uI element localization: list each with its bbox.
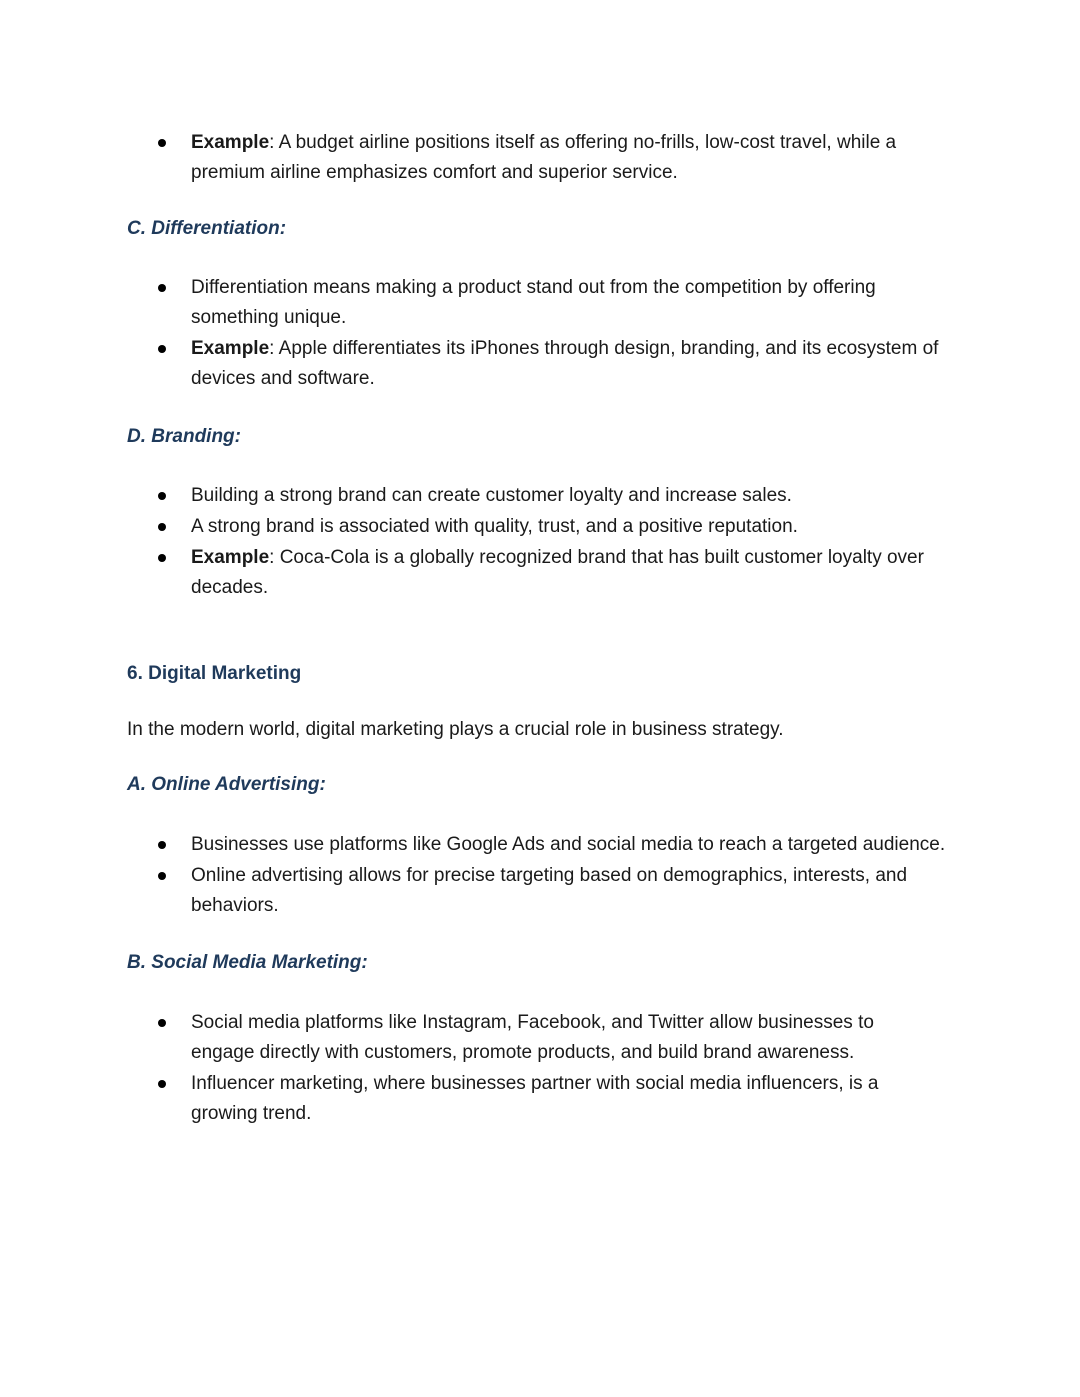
- section-heading-online-advertising: A. Online Advertising:: [127, 774, 326, 795]
- section-intro: In the modern world, digital marketing plays a crucial role in business strategy.: [127, 719, 784, 740]
- list-item: [191, 512, 967, 542]
- example-label: Example: [191, 338, 270, 359]
- example-label: Example: [191, 132, 270, 153]
- social-media-list: [127, 1008, 927, 1129]
- list-item-text: Online advertising allows for precise targeting based on demographics, interests, and behaviors.: [191, 865, 908, 916]
- list-item: [191, 543, 967, 603]
- section-heading-differentiation: C. Differentiation:: [127, 218, 287, 239]
- bullet-icon: [158, 492, 166, 500]
- bullet-icon: [158, 139, 166, 147]
- list-item-text: Social media platforms like Instagram, Facebook, and Twitter allow businesses to engage directly with customers, promote products, and build brand awareness.: [191, 1012, 874, 1063]
- list-item-text: Businesses use platforms like Google Ads and social media to reach a targeted audience.: [191, 834, 946, 855]
- bullet-icon: [158, 872, 166, 880]
- list-item-text: Building a strong brand can create customer loyalty and increase sales.: [191, 485, 792, 506]
- section-heading-social-media: B. Social Media Marketing:: [127, 952, 368, 973]
- list-item-text: Influencer marketing, where businesses partner with social media influencers, is a growing trend.: [191, 1073, 879, 1124]
- list-item-text: : Apple differentiates its iPhones through design, branding, and its ecosystem of devices and software.: [191, 338, 939, 389]
- bullet-icon: [158, 554, 166, 562]
- list-item: [191, 830, 971, 860]
- bullet-icon: [158, 1080, 166, 1088]
- list-item: [191, 128, 951, 188]
- list-item-text: Differentiation means making a product stand out from the competition by offering something unique.: [191, 277, 876, 328]
- list-item: [191, 273, 967, 333]
- list-item-text: A strong brand is associated with quality, trust, and a positive reputation.: [191, 516, 798, 537]
- list-item-text: : A budget airline positions itself as offering no-frills, low-cost travel, while a premium airline emphasizes comfort and superior service.: [191, 132, 897, 183]
- list-item: [191, 1008, 927, 1068]
- list-item: [191, 334, 967, 394]
- bullet-icon: [158, 523, 166, 531]
- positioning-list: [127, 128, 951, 188]
- document-content: [127, 128, 967, 1130]
- section-heading-branding: D. Branding:: [127, 426, 241, 447]
- list-item: [191, 481, 967, 511]
- section-heading-digital-marketing: 6. Digital Marketing: [127, 663, 302, 684]
- example-label: Example: [191, 547, 270, 568]
- list-item: [191, 1069, 927, 1129]
- bullet-icon: [158, 1019, 166, 1027]
- list-item: [191, 861, 971, 921]
- list-item-text: : Coca-Cola is a globally recognized brand that has built customer loyalty over decades.: [191, 547, 924, 598]
- bullet-icon: [158, 345, 166, 353]
- branding-list: [127, 481, 967, 603]
- bullet-icon: [158, 284, 166, 292]
- online-advertising-list: [127, 830, 971, 921]
- bullet-icon: [158, 841, 166, 849]
- differentiation-list: [127, 273, 967, 394]
